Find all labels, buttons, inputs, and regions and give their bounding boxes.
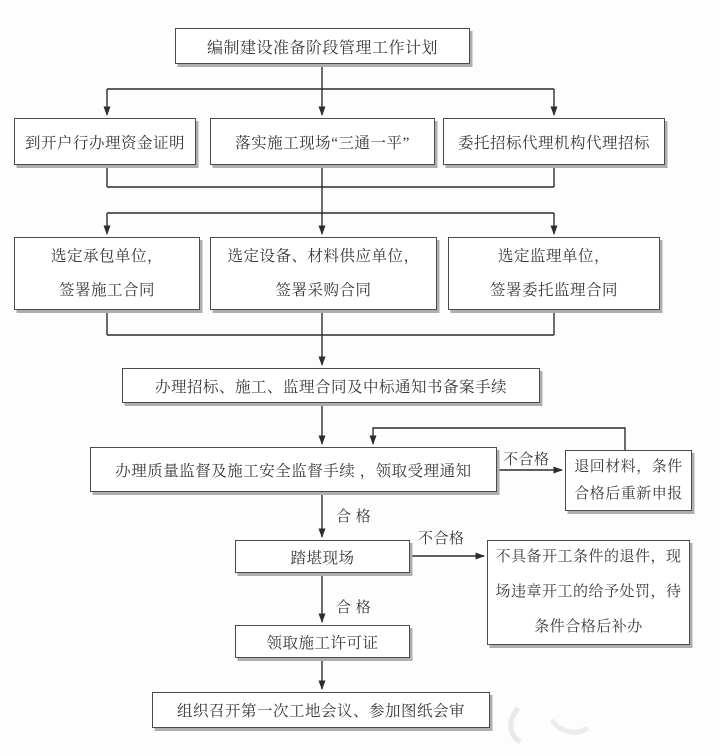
node-return-materials [565,450,692,511]
node-contractor-line2: 签署施工合同 [58,281,155,299]
node-return-materials-line2: 合格后重新申报 [574,485,683,502]
node-permit [235,625,410,658]
node-supervisor-line2: 签署委托监理合同 [489,281,618,299]
node-quality-safety [90,447,497,492]
node-supplier [210,237,437,310]
edge-label-qualified-1: 合 格 [336,509,372,525]
node-filing [122,368,540,403]
node-plan-text: 编制建设准备阶段管理工作计划 [206,39,438,57]
node-fund-proof [14,118,196,165]
node-first-meeting [152,692,490,728]
node-supplier-line2: 签署采购合同 [275,281,372,299]
node-supplier-line1: 选定设备、材料供应单位， [227,247,420,265]
node-contractor-line1: 选定承包单位， [50,247,163,265]
node-contractor [14,237,200,310]
node-site-prep-text: 落实施工现场“三通一平” [235,134,410,152]
node-site-survey [235,540,410,573]
node-reject-penalty-line2: 场违章开工的给予处罚，待 [495,584,682,600]
node-quality-safety-text: 办理质量监督及施工安全监督手续 ，领取受理通知 [115,462,472,480]
node-site-survey-text: 踏堪现场 [290,549,355,567]
node-first-meeting-text: 组织召开第一次工地会议、参加图纸会审 [176,703,465,720]
node-reject-penalty-line3: 条件合格后补办 [534,619,643,635]
node-fund-proof-text: 到开户行办理资金证明 [24,134,185,152]
node-filing-text: 办理招标、施工、监理合同及中标通知书备案手续 [154,378,507,396]
node-permit-text: 领取施工许可证 [266,634,379,652]
node-bid-agency-text: 委托招标代理机构代理招标 [457,134,650,152]
edge-label-unqualified-2: 不合格 [418,531,465,547]
node-reject-penalty-line1: 不具备开工条件的退件，现 [495,549,682,565]
node-supervisor-line1: 选定监理单位， [497,247,610,265]
node-return-materials-line1: 退回材料，条件 [574,458,683,475]
node-bid-agency [443,118,665,165]
node-supervisor [448,237,660,310]
edge-label-qualified-2: 合 格 [336,600,372,616]
edge-label-unqualified-1: 不合格 [503,452,550,468]
node-plan [175,28,470,64]
node-site-prep [210,118,435,165]
node-reject-penalty [487,540,690,645]
